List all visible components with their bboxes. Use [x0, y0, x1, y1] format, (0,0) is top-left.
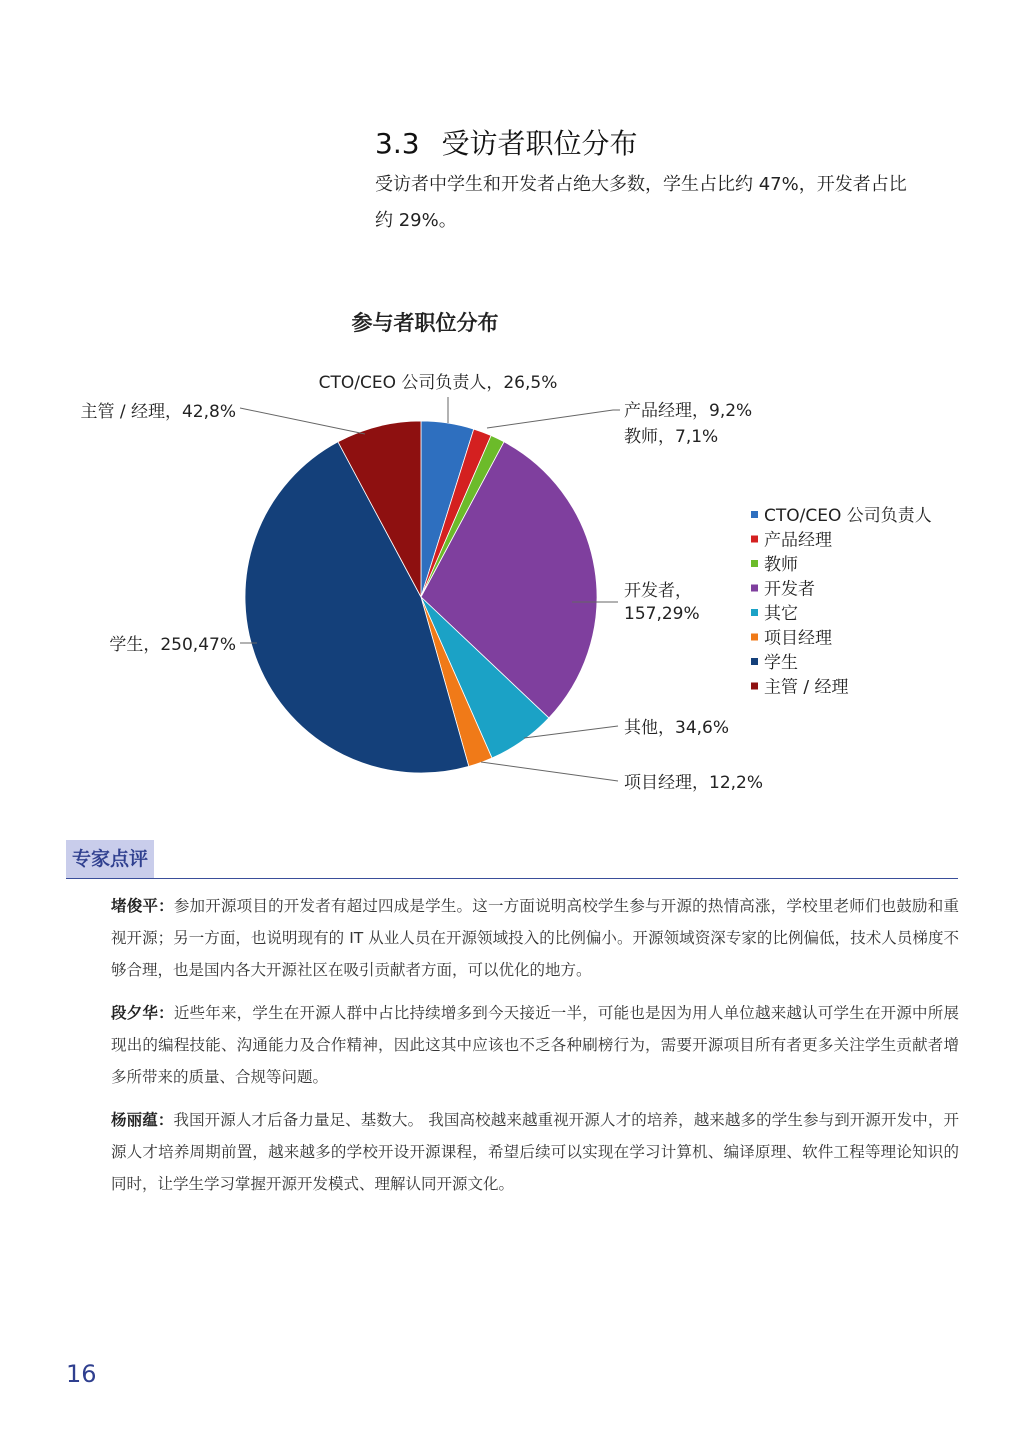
comment-2: [111, 997, 959, 1093]
comment-text: 我国开源人才后备力量足、基数大。 我国高校越来越重视开源人才的培养，越来越多的学生参与到开源开发中，开源人才培养周期前置，越来越多的学校开设开源课程，希望后续可以实现在学习计算机、编译原理、软件工程等理论知识的同时，让学生学习掌握开源开发模式、理解认同开源文化。: [111, 1111, 959, 1193]
pie-slices: [245, 421, 597, 773]
section-number: 3.3: [375, 127, 420, 160]
legend-swatch-7: [751, 683, 758, 690]
expert-review-header: [66, 840, 958, 879]
label-manager: 主管 / 经理，42,8%: [80, 402, 236, 422]
page-number: 16: [66, 1360, 97, 1388]
pie-chart: [0, 290, 1025, 820]
label-developer-2: 157,29%: [624, 604, 700, 624]
label-student: 学生，250,47%: [109, 635, 236, 655]
legend-swatch-5: [751, 634, 758, 641]
chart-legend: [751, 506, 932, 698]
intro-line-2: 约 29%。: [375, 210, 457, 231]
label-project-manager: 项目经理，12,2%: [624, 773, 764, 793]
legend-label-1: 产品经理: [764, 530, 832, 551]
label-cto: CTO/CEO 公司负责人，26,5%: [318, 373, 558, 393]
legend-label-5: 项目经理: [764, 628, 832, 649]
label-other: 其他，34,6%: [624, 718, 730, 738]
intro-line-1: 受访者中学生和开发者占绝大多数，学生占比约 47%，开发者占比: [375, 174, 907, 195]
legend-swatch-2: [751, 560, 758, 567]
comment-author: 段夕华：: [111, 1004, 174, 1022]
comment-author: 杨丽蕴：: [111, 1111, 174, 1129]
section-heading: 受访者职位分布: [441, 127, 638, 160]
legend-swatch-4: [751, 609, 758, 616]
leader-pm: [487, 410, 620, 428]
label-developer-1: 开发者，: [624, 581, 692, 601]
expert-review-tag: 专家点评: [66, 840, 154, 878]
comment-text: 近些年来，学生在开源人群中占比持续增多到今天接近一半，可能也是因为用人单位越来越认可学生在开源中所展现出的编程技能、沟通能力及合作精神，因此这其中应该也不乏各种刷榜行为，需要开源项目所有者更多关注学生贡献者增多所带来的质量、合规等问题。: [111, 1004, 959, 1086]
comment-3: [111, 1104, 959, 1200]
label-product-manager: 产品经理，9,2%: [624, 401, 753, 421]
comment-text: 参加开源项目的开发者有超过四成是学生。这一方面说明高校学生参与开源的热情高涨，学校里老师们也鼓励和重视开源；另一方面，也说明现有的 IT 从业人员在开源领域投入的比例偏小。开源领域资深专家的比例偏低，技术人员梯度不够合理，也是国内各大开源社区在吸引贡献者方面，可以优化的地方。: [111, 897, 959, 979]
legend-swatch-1: [751, 536, 758, 543]
section-title: [375, 122, 638, 162]
comment-1: [111, 890, 959, 986]
chart-title: 参与者职位分布: [351, 311, 499, 335]
legend-label-4: 其它: [764, 604, 798, 624]
legend-swatch-0: [751, 511, 758, 518]
expert-comments: [111, 890, 959, 1211]
legend-label-7: 主管 / 经理: [764, 677, 849, 698]
legend-swatch-3: [751, 585, 758, 592]
legend-label-3: 开发者: [764, 579, 815, 600]
label-teacher: 教师，7,1%: [624, 427, 719, 447]
section-intro: [375, 167, 975, 239]
legend-label-2: 教师: [764, 555, 798, 575]
legend-label-6: 学生: [764, 653, 798, 673]
comment-author: 堵俊平：: [111, 897, 174, 915]
legend-label-0: CTO/CEO 公司负责人: [764, 506, 932, 526]
leader-manager: [240, 408, 365, 434]
legend-swatch-6: [751, 658, 758, 665]
leader-projectmgr: [481, 762, 618, 781]
